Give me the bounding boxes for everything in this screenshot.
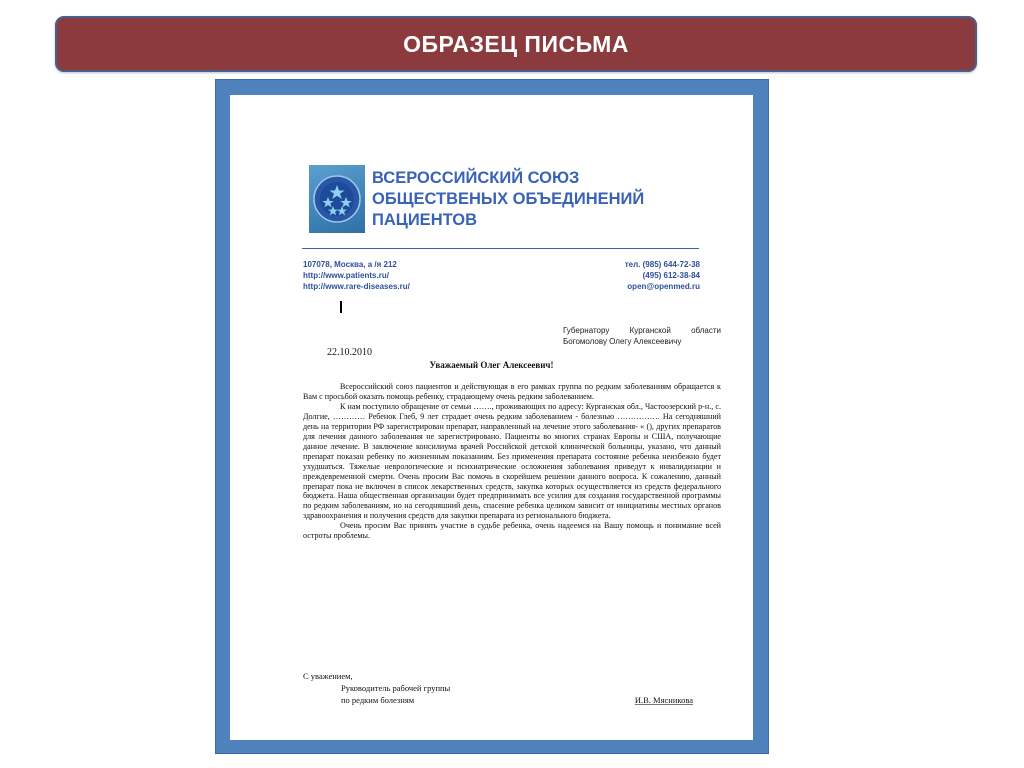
body-paragraph: К нам поступило обращение от семьи ……., проживающих по адресу: Курганская обл., Частоозерский р-н., с. Долгие, ………… Ребенок Глеб, 9 лет страдает очень редким заболеванием - болезнью ……………. На сегодняшний день на территории РФ зарегистрирован препарат, направленный на лечение этого заболевания- « (), других препаратов для лечения данного заболевания не зарегистрировано. Пациенты во многих странах Европы и США, получающие данное лечение. В заключение консилиума врачей Российской детской клинической больницы, указано, что данный препарат показан ребенку по жизненным показаниям. Без применения препарата состояние ребенка неизбежно будет ухудшаться. Тяжелые неврологические и психиатрические осложнения заболевания приведут к инвалидизации и преждевременной смерти. Очень просим Вас помочь в скорейшем решении данного вопроса. К сожалению, данный препарат пока не включен в список лекарственных средств, закупка которых осуществляется из средств федерального бюджета. Наша общественная организации будет предпринимать все усилия для создания государственной программы по редким заболеваниям, но на сегодняшний день, спасение ребенка целиком зависит от инициативы местных органов здравоохранения и получения средств для закупки препарата из регионального бюджета.: [303, 401, 721, 521]
signer-position: Руководитель рабочей группы: [341, 683, 451, 693]
letter-closing: [303, 670, 723, 706]
signer-name: И.В. Мясникова: [634, 695, 693, 705]
letter-page: [230, 95, 753, 740]
letter-date: 22.10.2010: [327, 347, 372, 358]
website-link: http://www.rare-diseases.ru/: [303, 282, 410, 291]
slide-title-bar: [55, 16, 977, 72]
phone-number: (495) 612-38-84: [642, 271, 700, 280]
phone-number: тел. (985) 644-72-38: [624, 260, 700, 269]
closing-regards: С уважением,: [303, 671, 353, 681]
contact-block: [625, 259, 700, 292]
address-block: [303, 259, 410, 292]
email-address: open@openmed.ru: [627, 282, 700, 291]
organization-logo: [309, 165, 365, 233]
signer-position: по редким болезням: [341, 695, 415, 705]
body-paragraph: Очень просим Вас принять участие в судьбе ребенка, очень надеемся на Вашу помощь и понимание всей остроты проблемы.: [303, 521, 721, 541]
slide-title: ОБРАЗЕЦ ПИСЬМА: [403, 30, 629, 57]
organization-name: [372, 168, 644, 231]
recipient-block: [563, 325, 721, 347]
org-name-line: ОБЩЕСТВЕНЫХ ОБЪЕДИНЕНИЙ: [372, 190, 645, 208]
website-link: http://www.patients.ru/: [303, 271, 389, 280]
signature-row: [303, 694, 723, 706]
recipient-line: Губернатору Курганской области: [563, 326, 721, 335]
org-name-line: ПАЦИЕНТОВ: [372, 211, 478, 229]
recipient-line: Богомолову Олегу Алексеевичу: [563, 337, 682, 346]
body-paragraph: Всероссийский союз пациентов и действующая в его рамках группа по редким заболеваниям обращается к Вам с просьбой оказать помощь ребенку, страдающему очень редким заболеванием.: [303, 382, 721, 401]
postal-address: 107078, Москва, а /я 212: [303, 260, 397, 269]
letter-body: [303, 382, 721, 541]
text-cursor: [340, 301, 342, 313]
org-name-line: ВСЕРОССИЙСКИЙ СОЮЗ: [372, 169, 580, 187]
letter-greeting: Уважаемый Олег Алексеевич!: [429, 360, 554, 370]
letterhead-divider: [302, 248, 699, 249]
